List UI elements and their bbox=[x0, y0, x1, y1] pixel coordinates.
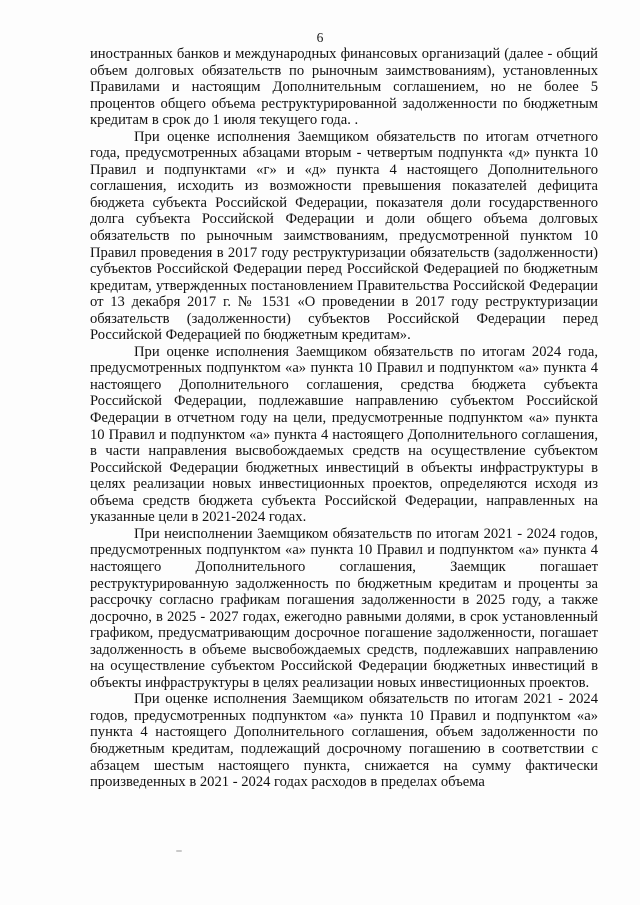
paragraph-3: При оценке исполнения Заемщиком обязательств по итогам 2024 года, предусмотренных подпунктом «а» пункта 10 Правил и подпунктом «а» пункта 4 настоящего Дополнительного соглашения, средства бюджета субъекта Российской Федерации, подлежавшие направлению субъектом Российской Федерации в отчетном году на цели, предусмотренные подпунктом «а» пункта 10 Правил и подпунктом «а» пункта 4 настоящего Дополнительного соглашения, в части направления высвобождаемых средств на осуществление субъектом Российской Федерации бюджетных инвестиций в объекты инфраструктуры в целях реализации новых инвестиционных проектов, определяются исходя из объема средств бюджета субъекта Российской Федерации, направленных на указанные цели в 2021-2024 годах. bbox=[90, 343, 598, 526]
paragraph-1: иностранных банков и международных финансовых организаций (далее - общий объем долговых обязательств по рыночным заимствованиям), установленных Правилами и настоящим Дополнительным соглашением, но не более 5 процентов общего объема реструктурированной задолженности по бюджетным кредитам в срок до 1 июля текущего года. . bbox=[90, 46, 598, 129]
document-body bbox=[90, 46, 598, 791]
scan-speck bbox=[176, 850, 182, 852]
paragraph-5: При оценке исполнения Заемщиком обязательств по итогам 2021 - 2024 годов, предусмотренных подпунктом «а» пункта 10 Правил и подпунктом «а» пункта 4 настоящего Дополнительного соглашения, объем задолженности по бюджетным кредитам, подлежащий досрочному погашению в соответствии с абзацем шестым настоящего пункта, снижается на сумму фактически произведенных в 2021 - 2024 годах расходов в пределах объема bbox=[90, 691, 598, 791]
paragraph-4: При неисполнении Заемщиком обязательств по итогам 2021 - 2024 годов, предусмотренных подпунктом «а» пункта 10 Правил и подпунктом «а» пункта 4 настоящего Дополнительного соглашения, Заемщик погашает реструктурированную задолженность по бюджетным кредитам и проценты за рассрочку согласно графикам погашения задолженности в 2025 году, а также досрочно, в 2025 - 2027 годах, ежегодно равными долями, в срок установленный графиком, предусматривающим досрочное погашение задолженности, погашает задолженность в объеме высвобождаемых средств, подлежавших направлению на осуществление субъектом Российской Федерации бюджетных инвестиций в объекты инфраструктуры в целях реализации новых инвестиционных проектов. bbox=[90, 525, 598, 691]
paragraph-2: При оценке исполнения Заемщиком обязательств по итогам отчетного года, предусмотренных абзацами вторым - четвертым подпункта «д» пункта 10 Правил и подпунктами «г» и «д» пункта 4 настоящего Дополнительного соглашения, исходить из возможности превышения показателей дефицита бюджета субъекта Российской Федерации, показателя доли государственного долга субъекта Российской Федерации и доли общего объема долговых обязательств по рыночным заимствованиям, предусмотренной пунктом 10 Правил проведения в 2017 году реструктуризации обязательств (задолженности) субъектов Российской Федерации перед Российской Федерацией по бюджетным кредитам, утвержденных постановлением Правительства Российской Федерации от 13 декабря 2017 г. № 1531 «О проведении в 2017 году реструктуризации обязательств (задолженности) субъектов Российской Федерации перед Российской Федерацией по бюджетным кредитам». bbox=[90, 128, 598, 344]
page-number: 6 bbox=[316, 30, 324, 45]
